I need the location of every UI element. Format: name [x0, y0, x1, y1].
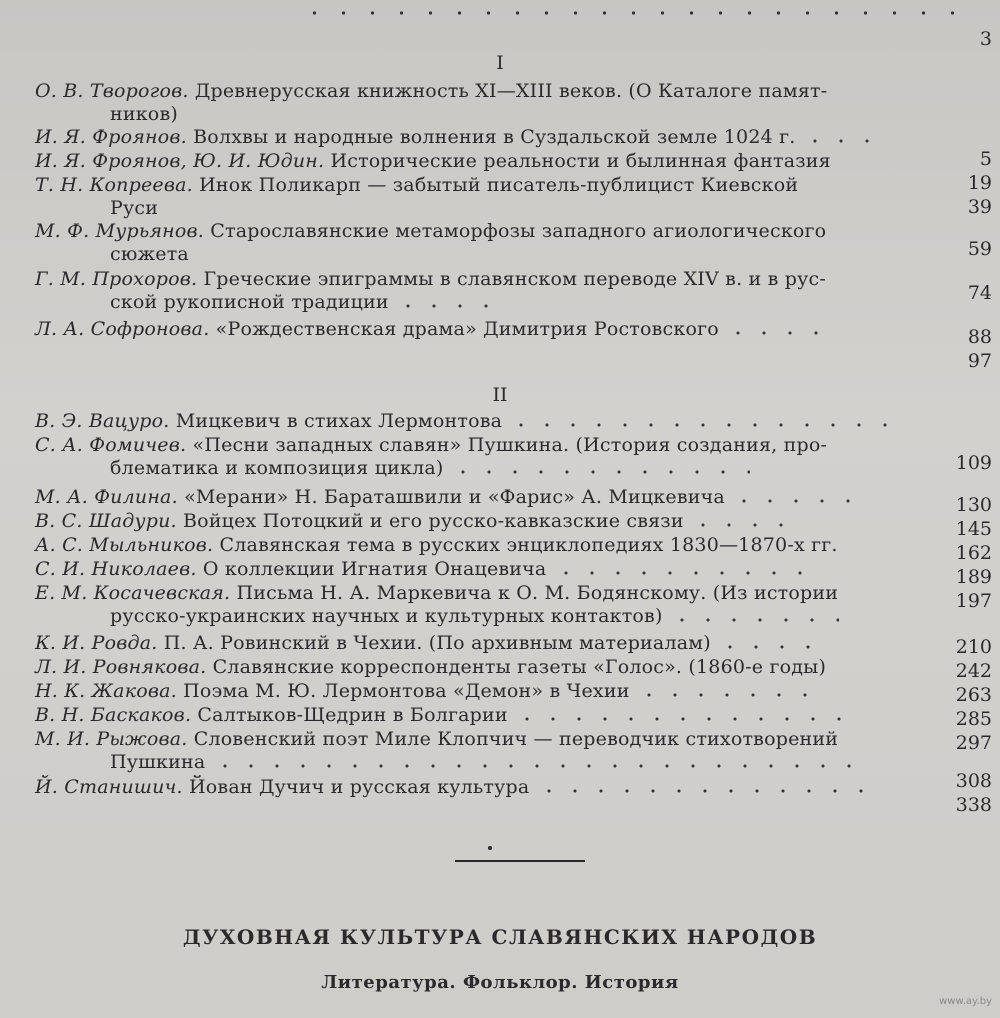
page-number: 109 [955, 452, 992, 474]
page-number: 59 [967, 238, 992, 260]
page-number: 197 [955, 590, 992, 612]
toc-entry-line: А. С. Мыльников. Славянская тема в русских энциклопедиях 1830—1870-х гг. [35, 534, 838, 556]
toc-entry-line: Л. И. Ровнякова. Славянские корреспонденты газеты «Голос». (1860-е годы) [35, 656, 827, 678]
page-number: 145 [955, 518, 992, 540]
section-heading-2: II [492, 384, 508, 406]
toc-entry-line: Н. К. Жакова. Поэма М. Ю. Лермонтова «Демон» в Чехии [35, 680, 816, 702]
page-number: 189 [955, 566, 992, 588]
toc-entry-line: Руси [110, 197, 159, 219]
page-number: 263 [955, 684, 992, 706]
toc-entry-line: М. А. Филина. «Мерани» Н. Бараташвили и «Фарис» А. Мицкевича [35, 486, 851, 508]
toc-entry-line: М. И. Рыжова. Словенский поэт Миле Клопчич — переводчик стихотворений [35, 728, 839, 750]
toc-entry-line: Пушкина [110, 751, 872, 773]
toc-entry-line: М. Ф. Мурьянов. Старославянские метаморфозы западного агиологического [35, 220, 827, 242]
page-number: 210 [955, 636, 992, 658]
page-number: 5 [979, 148, 992, 170]
toc-entry-line: И. Я. Фроянов, Ю. И. Юдин. Исторические реальности и былинная фантазия [35, 150, 831, 172]
toc-entry-line: блематика и композиция цикла) [110, 457, 750, 479]
page-number: 88 [967, 326, 992, 348]
page-number: 162 [955, 542, 992, 564]
toc-entry-line: С. А. Фомичев. «Песни западных славян» Пушкина. (История создания, про- [35, 434, 828, 456]
section-heading-1: I [496, 52, 504, 74]
leader-dots-top [300, 10, 960, 16]
toc-entry-line: И. Я. Фроянов. Волхвы и народные волнения в Суздальской земле 1024 г. [35, 126, 872, 148]
toc-entry-line: Е. М. Косачевская. Письма Н. А. Маркевича к О. М. Бодянскому. (Из истории [35, 582, 839, 604]
page-number: 97 [967, 350, 992, 372]
page-number: 308 [955, 770, 992, 792]
toc-entry-line: Й. Станишич. Йован Дучич и русская культура [35, 776, 866, 798]
toc-entry-line: В. Н. Баскаков. Салтыков-Щедрин в Болгарии [35, 704, 844, 726]
toc-entry-line: В. Э. Вацуро. Мицкевич в стихах Лермонтова [35, 410, 888, 432]
toc-entry-line: Л. А. Софронова. «Рождественская драма» Димитрия Ростовского [35, 318, 835, 340]
page-number: 39 [967, 196, 992, 218]
ornament-dot [488, 846, 492, 850]
toc-entry-line: В. С. Шадури. Войцех Потоцкий и его русско-кавказские связи [35, 510, 790, 532]
toc-entry-line: русско-украинских научных и культурных контактов) [110, 605, 839, 627]
page-number: 297 [955, 732, 992, 754]
toc-entry-line: С. И. Николаев. О коллекции Игнатия Онацевича [35, 558, 813, 580]
toc-entry-line: ников) [110, 103, 178, 125]
toc-entry-line: ской рукописной традиции [110, 291, 495, 313]
page-number: 74 [967, 282, 992, 304]
toc-entry-line: К. И. Ровда. П. А. Ровинский в Чехии. (По архивным материалам) [35, 632, 817, 654]
toc-entry-line: сюжета [110, 243, 189, 265]
series-title: ДУХОВНАЯ КУЛЬТУРА СЛАВЯНСКИХ НАРОДОВ [182, 925, 818, 949]
series-subtitle: Литература. Фольклор. История [321, 972, 679, 993]
page-number: 338 [955, 794, 992, 816]
page-number: 285 [955, 708, 992, 730]
page-number: 19 [967, 172, 992, 194]
toc-entry-line: Г. М. Прохоров. Греческие эпиграммы в славянском переводе XIV в. и в рус- [35, 268, 826, 290]
page-number: 3 [979, 28, 992, 50]
page-number: 242 [955, 660, 992, 682]
toc-entry-line: О. В. Творогов. Древнерусская книжность XI—XIII веков. (О Каталоге памят- [35, 80, 828, 102]
watermark: www.ay.by [939, 996, 992, 1007]
page-number: 130 [955, 494, 992, 516]
divider-rule [455, 860, 585, 862]
toc-entry-line: Т. Н. Копреева. Инок Поликарп — забытый писатель-публицист Киевской [35, 174, 799, 196]
